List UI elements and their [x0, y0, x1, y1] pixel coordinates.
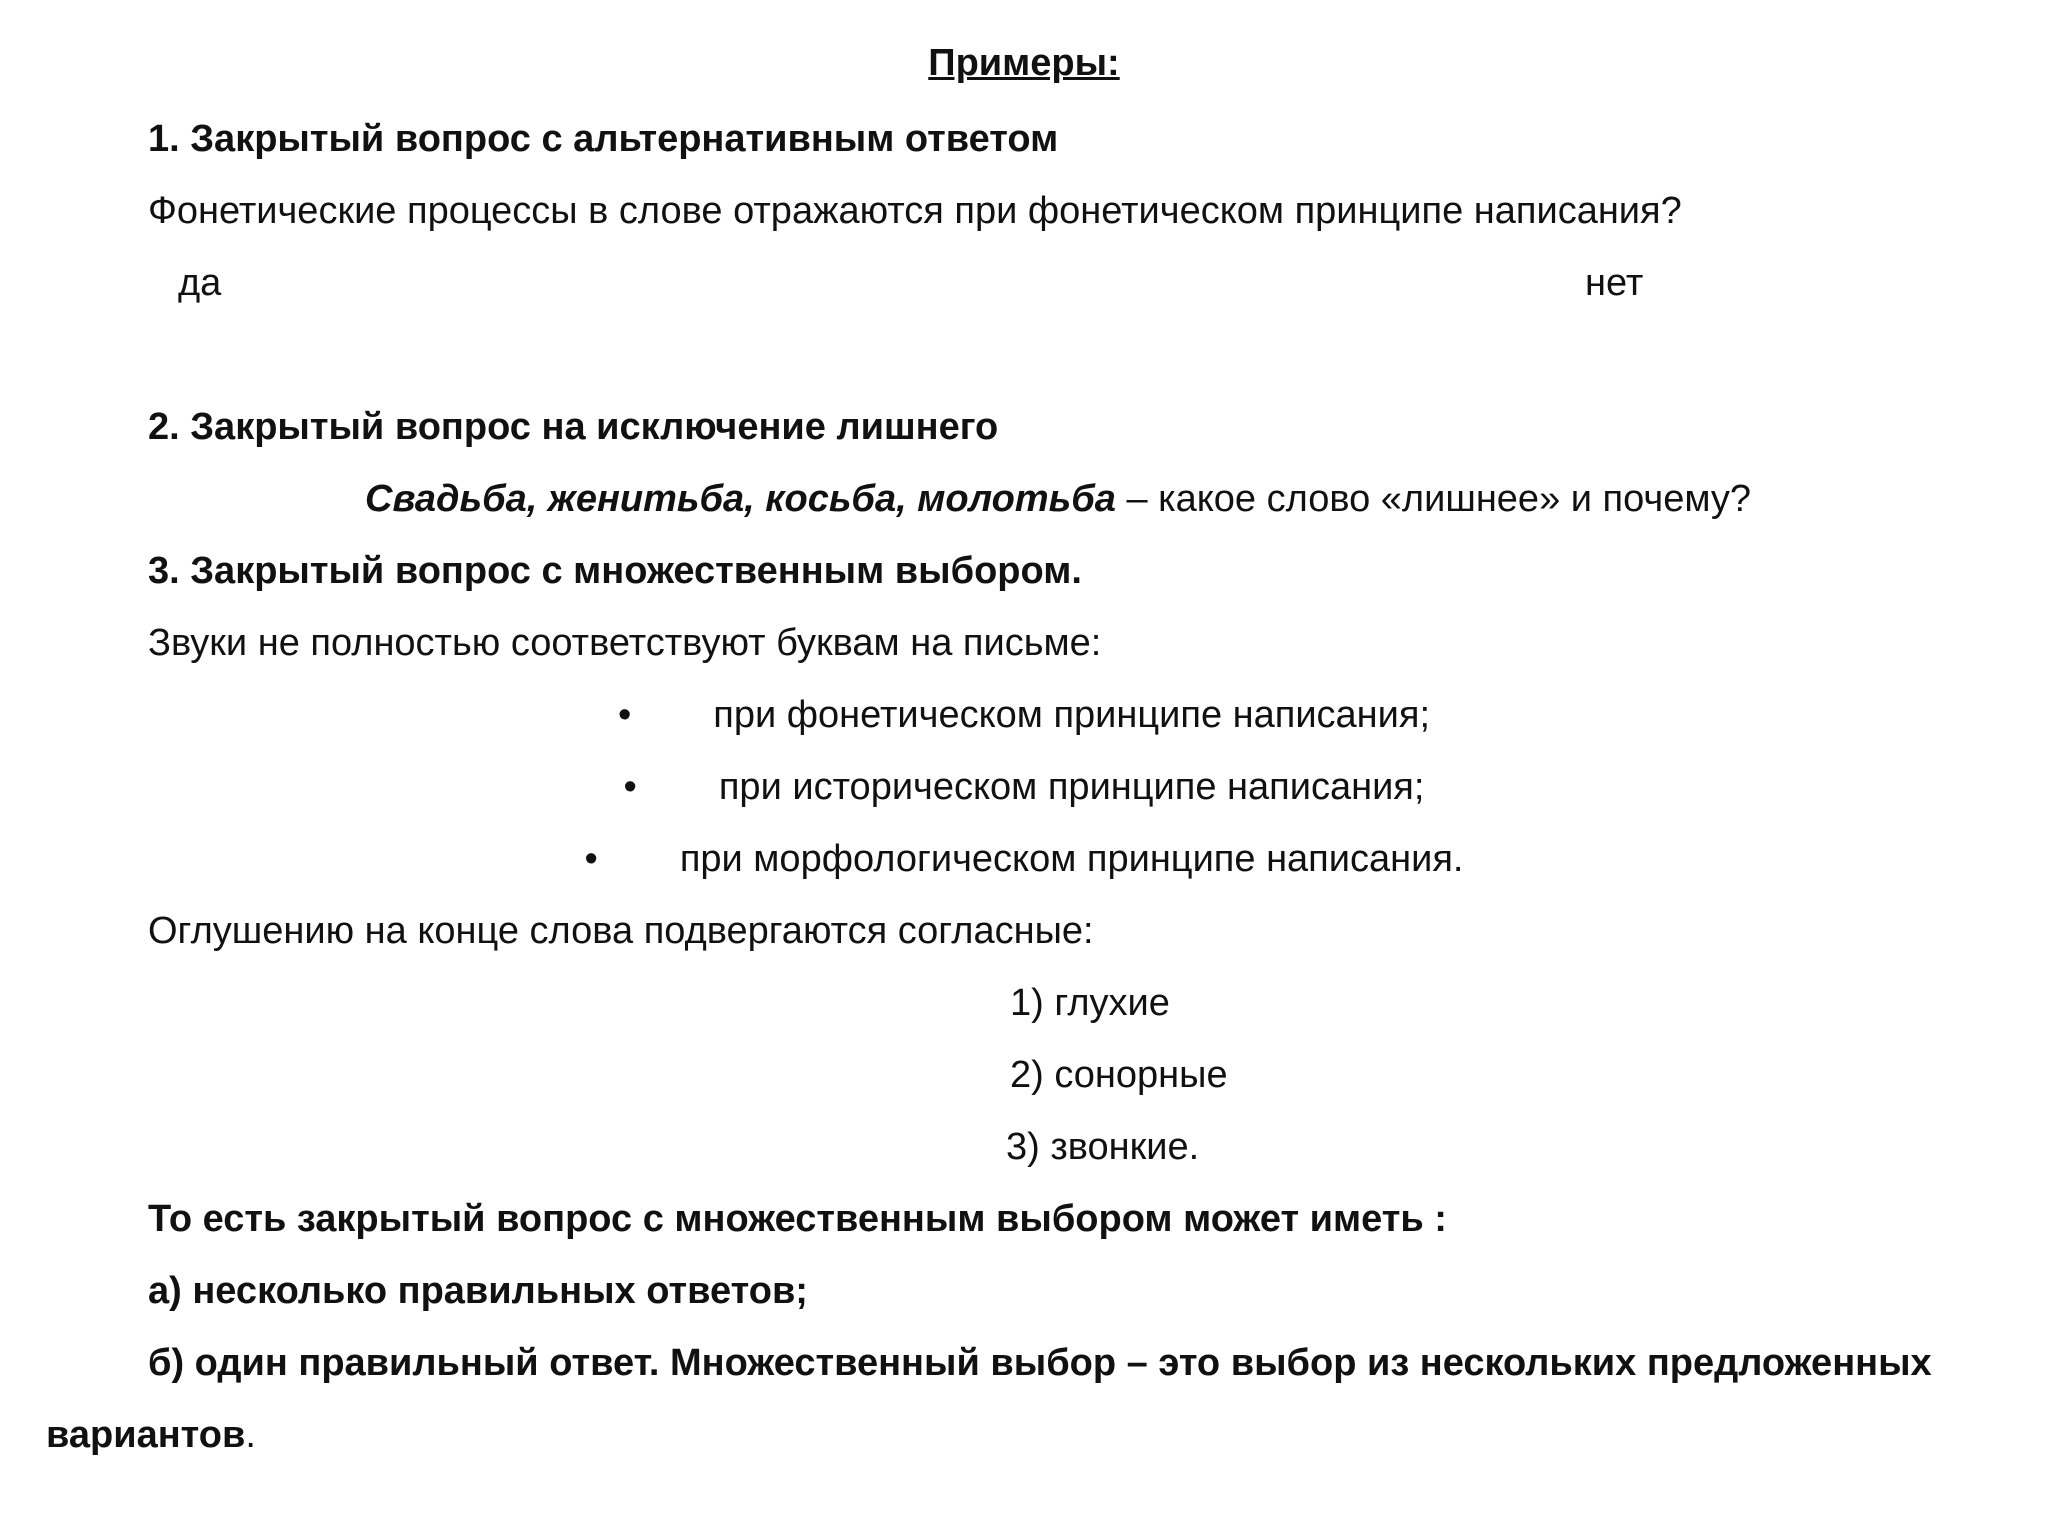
conclusion-intro: То есть закрытый вопрос с множественным выбором может иметь :: [148, 1198, 1447, 1240]
answer-option-3: 3) звонкие.: [1006, 1126, 1200, 1168]
answer-option-1: 1) глухие: [1010, 982, 1170, 1024]
section-2-title: 2. Закрытый вопрос на исключение лишнего: [148, 406, 999, 448]
section-3-question-1: Звуки не полностью соответствуют буквам на письме:: [148, 622, 1102, 664]
page-heading: Примеры:: [928, 42, 1120, 84]
list-item: [0, 768, 2048, 806]
option-yes: да: [178, 262, 222, 304]
section-3-title: 3. Закрытый вопрос с множественным выбором.: [148, 550, 1082, 592]
list-item-text: при морфологическом принципе написания.: [679, 838, 1464, 880]
list-item-text: при фонетическом принципе написания;: [713, 694, 1431, 736]
answer-option-2: 2) сонорные: [1010, 1054, 1228, 1096]
conclusion-point-a: а) несколько правильных ответов;: [148, 1270, 808, 1312]
bullet-icon: •: [617, 694, 632, 736]
conclusion-point-b: б) один правильный ответ. Множественный выбор – это выбор из нескольких предложенных: [148, 1342, 1932, 1384]
section-2-question: – какое слово «лишнее» и почему?: [1115, 478, 1752, 520]
section-1-question: Фонетические процессы в слове отражаются при фонетическом принципе написания?: [148, 190, 1682, 232]
section-3-question-2: Оглушению на конце слова подвергаются согласные:: [148, 910, 1094, 952]
section-2-question-line: [365, 480, 1751, 518]
bullet-icon: •: [623, 766, 637, 808]
conclusion-point-b-end: вариантов: [46, 1414, 246, 1456]
list-item: [0, 840, 2048, 878]
bullet-icon: •: [584, 838, 598, 880]
list-item-text: при историческом принципе написания;: [718, 766, 1425, 808]
section-1-title: 1. Закрытый вопрос с альтернативным ответом: [148, 118, 1059, 160]
option-no: нет: [1585, 262, 1644, 304]
section-2-words: Свадьба, женитьба, косьба, молотьба: [365, 478, 1116, 520]
list-item: [0, 696, 2048, 734]
conclusion-point-b-end-line: [46, 1416, 256, 1454]
final-period: .: [245, 1414, 256, 1456]
